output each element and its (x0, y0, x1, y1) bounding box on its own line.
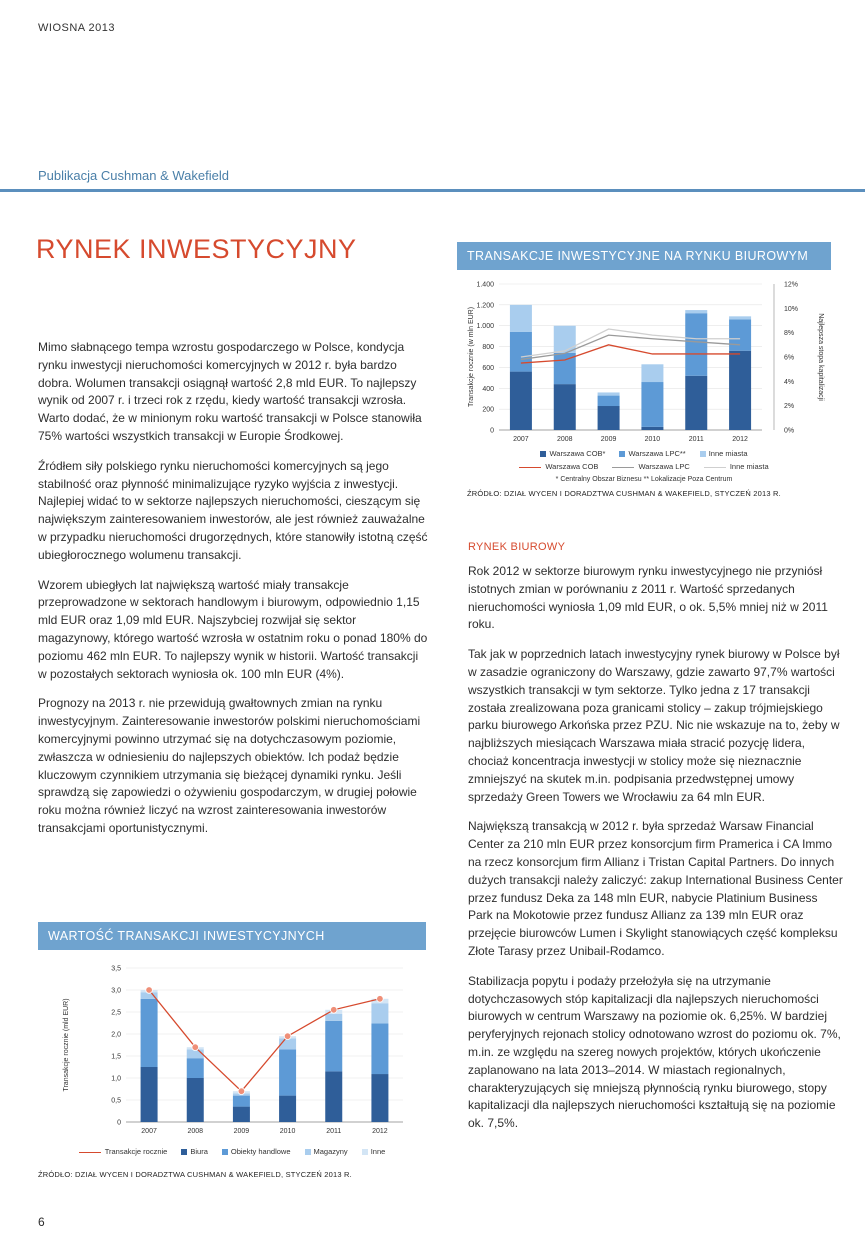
publisher-label: Publikacja Cushman & Wakefield (38, 168, 229, 183)
bar-segment (729, 316, 751, 319)
legend-label: Inne (370, 1147, 386, 1156)
total-point (146, 987, 153, 994)
legend-label: Warszawa COB (545, 462, 599, 471)
y-tick-label: 3,0 (111, 987, 121, 995)
y-tick-label: 2,5 (111, 1009, 121, 1017)
bar-segment (554, 384, 576, 430)
y-tick-label: 1.200 (476, 302, 494, 310)
x-tick-label: 2008 (187, 1128, 204, 1135)
y2-tick-label: 8% (784, 330, 795, 338)
x-tick-label: 2008 (556, 436, 573, 443)
y-tick-label: 2,0 (111, 1031, 121, 1039)
legend-swatch (305, 1149, 311, 1155)
legend-swatch (362, 1149, 368, 1155)
paragraph: Tak jak w poprzednich latach inwestycyjny rynek biurowy w Polsce był w zasadzie ograniczony do Warszawy, gdzie zawarto 97,7% wartości wszystkich transakcji w tym sektorze. Tylko jedna z 17 transakcji została zrealizowana poza granicami stolicy – zakup trójmiejskiego parku biurowego Arkońska przez PZU. Nic nie wskazuje na to, żeby w najbliższych miesiącach Warszawa miała stracić pozycję lidera, chociaż koncentracja inwestycji w stolicy może się nieznacznie zmniejszyć na skutek m.in. podpisania przedwstępnej umowy sprzedaży Green Towers we Wrocławiu za 64 mln EUR. (468, 647, 840, 804)
bar-segment (598, 406, 620, 430)
investment-chart-title: WARTOŚĆ TRANSAKCJI INWESTYCYJNYCH (38, 922, 426, 950)
bar-segment (641, 427, 663, 430)
y-tick-label: 400 (482, 385, 494, 393)
paragraph: Wzorem ubiegłych lat największą wartość miały transakcje przeprowadzone w sektorach handlowym i biurowym, odpowiednio 1,15 mld EUR oraz 1,09 mld EUR. Najszybciej rozwijał się sektor magazynowy, którego wartość wzrosła w ostatnim roku o ponad 180% do poziomu 462 mln EUR. To najlepszy wynik w historii. Wartość transakcji w pozostałych sektorach wyniosła ok. 100 mln EUR (4%). (38, 577, 428, 681)
y-tick-label: 0 (117, 1119, 121, 1127)
investment-chart (38, 950, 426, 1142)
legend-label: Obiekty handlowe (230, 1147, 291, 1156)
office-chart-title: TRANSAKCJE INWESTYCYJNE NA RYNKU BIUROWYM (457, 242, 831, 270)
bar-segment (641, 364, 663, 382)
legend-line (704, 467, 726, 468)
bar-segment (685, 310, 707, 313)
office-legend-bars (457, 449, 831, 458)
investment-source: ŹRÓDŁO: DZIAŁ WYCEN I DORADZTWA CUSHMAN & WAKEFIELD, STYCZEŃ 2013 R. (38, 1170, 352, 1179)
bar-segment (554, 326, 576, 353)
office-chart-body (457, 270, 831, 498)
office-chart (457, 270, 831, 444)
section-title: RYNEK INWESTYCYJNY (36, 234, 357, 264)
y-tick-label: 1.400 (476, 281, 494, 289)
y2-tick-label: 2% (784, 403, 795, 411)
legend-line (519, 467, 541, 468)
y-tick-label: 200 (482, 406, 494, 414)
x-tick-label: 2009 (233, 1128, 250, 1135)
bar-segment (325, 1021, 342, 1072)
paragraph: Rok 2012 w sektorze biurowym rynku inwestycyjnego nie przyniósł istotnych zmian w porównaniu z 2011 r. Wartość sprzedanych nieruchomości wyniosła 1,09 mld EUR, o ok. 5,5% mniej niż w 2011 roku. (468, 564, 828, 632)
y-tick-label: 3,5 (111, 965, 121, 973)
y2-tick-label: 10% (784, 305, 799, 313)
legend-item (704, 462, 769, 471)
bar-segment (510, 372, 532, 430)
bar-segment (598, 392, 620, 395)
legend-line (79, 1152, 101, 1153)
legend-item (305, 1147, 348, 1156)
investment-chart-panel (38, 922, 426, 1179)
x-tick-label: 2007 (513, 436, 529, 443)
bar-segment (641, 382, 663, 427)
y-tick-label: 1,0 (111, 1075, 121, 1083)
investment-legend (38, 1147, 426, 1156)
legend-item (700, 449, 748, 458)
y-tick-label: 0,5 (111, 1097, 121, 1105)
y2-tick-label: 12% (784, 281, 799, 289)
legend-item (519, 462, 598, 471)
bar-segment (371, 1023, 388, 1074)
left-column (38, 339, 430, 850)
y2-axis-title: Najlepsza stopa kapitalizacji (817, 313, 824, 401)
office-market-subtitle: RYNEK BIUROWY (468, 541, 566, 553)
bar-segment (685, 376, 707, 430)
legend-label: Biura (190, 1147, 208, 1156)
right-column (468, 541, 843, 1145)
legend-item (619, 449, 685, 458)
total-point (284, 1033, 291, 1040)
legend-item (362, 1147, 386, 1156)
page-number: 6 (38, 1215, 45, 1229)
bar-segment (279, 1096, 296, 1122)
x-tick-label: 2010 (279, 1128, 296, 1135)
bar-segment (141, 1067, 158, 1122)
legend-label: Transakcje rocznie (104, 1147, 168, 1156)
bar-segment (685, 313, 707, 376)
paragraph: Stabilizacja popytu i podaży przełożyła się na utrzymanie dotychczasowych stóp kapitalizacji dla najlepszych nieruchomości biurowych w centrum Warszawy na poziomie ok. 6,25%. W bardziej peryferyjnych rejonach stolicy odnotowano wzrost do poziomu ok. 7%, m.in. ze względu na szereg nowych projektów, których ukończenie zaplanowano na lata 2013–2014. W miastach regionalnych, charakteryzujących się mniejszą płynnością rynku biurowego, stopy kapitalizacji dla najlepszych nieruchomości kształtują się na poziomie ok. 7,5%. (468, 973, 841, 1131)
legend-swatch (540, 451, 546, 457)
legend-item (612, 462, 689, 471)
office-source: ŹRÓDŁO: DZIAŁ WYCEN I DORADZTWA CUSHMAN & WAKEFIELD, STYCZEŃ 2013 R. (467, 489, 781, 498)
bar-segment (729, 351, 751, 430)
y-tick-label: 1.000 (476, 323, 494, 331)
y2-tick-label: 0% (784, 427, 795, 435)
bar-segment (279, 1049, 296, 1095)
bar-segment (371, 1074, 388, 1122)
legend-swatch (700, 451, 706, 457)
legend-label: Warszawa LPC (638, 462, 690, 471)
bar-segment (598, 396, 620, 406)
office-footnote: * Centralny Obszar Biznesu ** Lokalizacje Poza Centrum (555, 476, 733, 483)
x-tick-label: 2009 (600, 436, 617, 443)
legend-swatch (619, 451, 625, 457)
bar-segment (325, 1014, 342, 1021)
bar-segment (510, 332, 532, 372)
y-tick-label: 1,5 (111, 1053, 121, 1061)
bar-segment (510, 305, 532, 332)
total-line (149, 990, 380, 1091)
total-point (192, 1044, 199, 1051)
legend-label: Magazyny (313, 1147, 348, 1156)
x-tick-label: 2012 (372, 1128, 388, 1135)
legend-swatch (181, 1149, 187, 1155)
x-tick-label: 2007 (141, 1128, 157, 1135)
legend-item (222, 1147, 291, 1156)
legend-label: Inne miasta (708, 449, 748, 458)
x-tick-label: 2011 (326, 1128, 342, 1135)
x-tick-label: 2011 (688, 436, 704, 443)
total-point (330, 1007, 337, 1014)
legend-item (540, 449, 605, 458)
header-rule (0, 189, 865, 192)
bar-segment (141, 999, 158, 1067)
office-chart-panel (457, 242, 831, 498)
y-axis-title: Transakcje rocznie (w mln EUR) (468, 306, 475, 408)
y-axis-title: Transakcje rocznie (mld EUR) (63, 998, 70, 1092)
paragraph: Mimo słabnącego tempa wzrostu gospodarczego w Polsce, kondycja rynku inwestycji nieruchomości komercyjnych w 2012 r. była bardzo dobra. Wolumen transakcji osiągnął wartość 2,8 mld EUR. To najlepszy wynik od 2007 r. i trzeci rok z rzędu, kiedy wartość transakcji wzrosła. Warto dodać, że w minionym roku wartość transakcji w Polsce stanowiła 75% wartości wszystkich transakcji w Europie Środkowej. (38, 340, 422, 443)
bar-segment (187, 1058, 204, 1078)
bar-segment (233, 1107, 250, 1122)
legend-line (612, 467, 634, 468)
total-point (377, 996, 384, 1003)
y-tick-label: 800 (482, 344, 494, 352)
legend-label: Inne miasta (729, 462, 769, 471)
legend-label: Warszawa COB* (549, 449, 606, 458)
legend-item (79, 1147, 168, 1156)
y2-tick-label: 4% (784, 378, 795, 386)
bar-segment (371, 1003, 388, 1023)
office-legend-lines (457, 462, 831, 471)
bar-segment (187, 1078, 204, 1122)
bar-segment (233, 1096, 250, 1107)
investment-chart-body (38, 950, 426, 1179)
y2-tick-label: 6% (784, 354, 795, 362)
legend-label: Warszawa LPC** (628, 449, 686, 458)
y-tick-label: 600 (482, 364, 494, 372)
legend-item (181, 1147, 208, 1156)
y-tick-label: 0 (490, 427, 494, 435)
paragraph: Największą transakcją w 2012 r. była sprzedaż Warsaw Financial Center za 210 mln EUR przez konsorcjum firm Pramerica i CA Immo na rzecz konsorcjum firm Allianz i Tristan Capital Partners. Do innych dużych transakcji należy zaliczyć: zakup International Business Center przez fundusz Deka za 148 mln EUR, nabycie Platinium Business Park na Mokotowie przez fundusz Allianz za 139 mln EUR oraz przejęcie biurowców Lumen i Skylight stanowiących część kompleksu Złote Tarasy przez Unibail-Rodamco. (468, 819, 843, 958)
legend-swatch (222, 1149, 228, 1155)
bar-segment (729, 319, 751, 350)
paragraph: Źródłem siły polskiego rynku nieruchomości komercyjnych są jego stabilność oraz płynność minimalizujące ryzyko wyjścia z inwestycji. Najlepiej widać to w sektorze najlepszych nieruchomości, cieszącym się największym zainteresowaniem inwestorów, ale jest również zauważalne w przypadku nieruchomości drugorzędnych, które stanowiły istotną część ubiegłorocznego wolumenu transakcji. (38, 458, 428, 562)
x-tick-label: 2012 (732, 436, 748, 443)
total-point (238, 1088, 245, 1095)
x-tick-label: 2010 (644, 436, 661, 443)
bar-segment (325, 1071, 342, 1122)
paragraph: Prognozy na 2013 r. nie przewidują gwałtownych zmian na rynku inwestycyjnym. Zainteresowanie inwestorów polskimi nieruchomościami komercyjnymi powinno utrzymać się na dotychczasowym poziomie, zwłaszcza w odniesieniu do najlepszych obiektów. Ich podaż będzie kluczowym czynnikiem utrzymania się bieżącej dynamiki rynku. Jeśli sprawdzą się zapowiedzi o ożywieniu gospodarczym, w drugiej połowie roku można również liczyć na wzrost zainteresowania inwestorów transakcjami oportunistycznymi. (38, 696, 421, 835)
season-label: WIOSNA 2013 (38, 22, 116, 34)
